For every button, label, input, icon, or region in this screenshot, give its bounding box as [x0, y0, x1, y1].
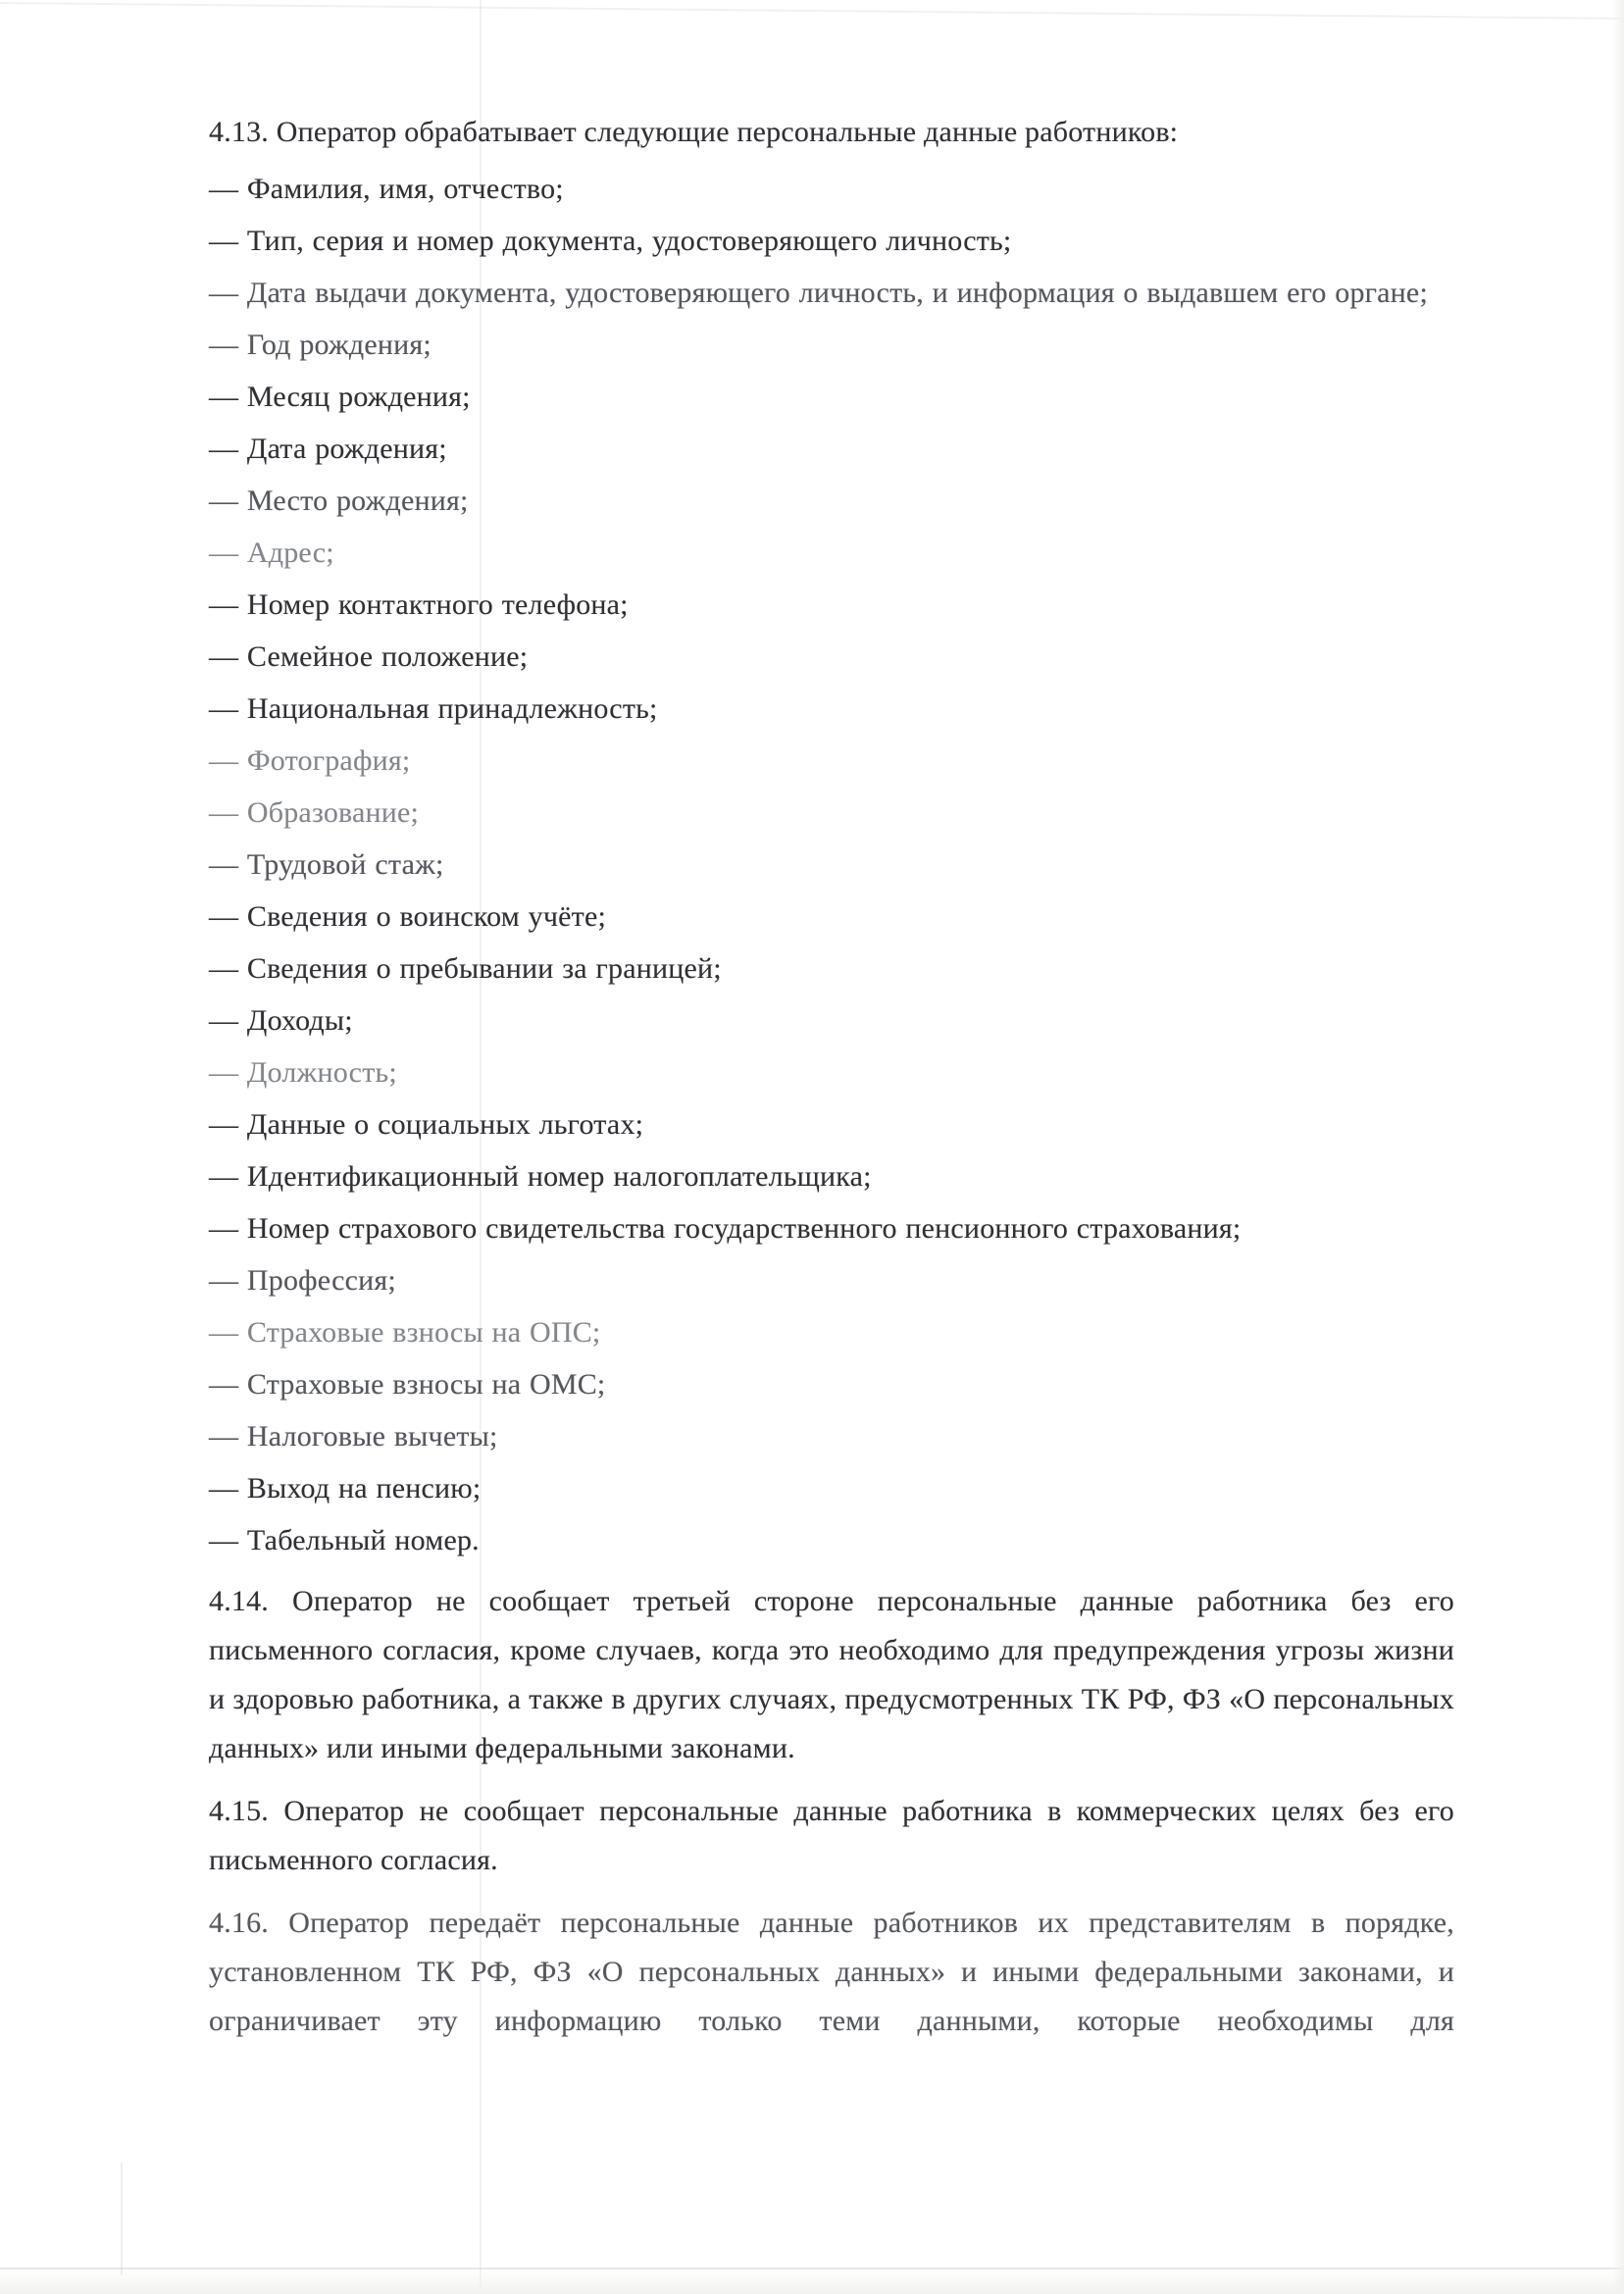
list-item-text: Фотография; — [246, 744, 411, 777]
paragraph-text: Оператор передаёт персональные данные работников их представителям в порядке, установленном ТК РФ, ФЗ «О персональных данных» и иными федеральными законами, и ограничивает эту информацию только теми данными, которые необходимы для — [209, 1907, 1454, 2037]
list-item-text: Дата выдачи документа, удостоверяющего личность, и информация о выдавшем его органе; — [246, 277, 1428, 309]
list-dash: — — [209, 1420, 247, 1453]
list-dash: — — [209, 744, 247, 777]
list-dash: — — [209, 329, 247, 361]
list-dash: — — [209, 381, 247, 413]
list-item — [209, 1102, 1454, 1147]
list-item — [209, 1466, 1454, 1511]
section-number: 4.16. — [209, 1907, 269, 1939]
list-item — [209, 167, 1454, 212]
scan-top-edge-artifact — [0, 2, 1624, 20]
list-item-text: Идентификационный номер налогоплательщика; — [246, 1160, 872, 1193]
list-dash: — — [209, 1524, 247, 1556]
list-dash: — — [209, 640, 247, 673]
section-number: 4.14. — [209, 1585, 269, 1617]
list-item-text: Месяц рождения; — [246, 381, 471, 413]
list-item-text: Должность; — [246, 1056, 397, 1089]
list-item-text: Выход на пенсию; — [246, 1472, 482, 1504]
personal-data-list — [209, 167, 1454, 1563]
list-dash: — — [209, 173, 247, 205]
list-item-text: Год рождения; — [246, 329, 431, 361]
list-item-text: Доходы; — [246, 1004, 353, 1037]
list-item — [209, 894, 1454, 940]
list-dash: — — [209, 277, 247, 309]
list-item-text: Национальная принадлежность; — [246, 692, 658, 725]
list-item-text: Табельный номер. — [246, 1524, 480, 1556]
list-item — [209, 271, 1454, 316]
list-dash: — — [209, 692, 247, 725]
list-dash: — — [209, 1004, 247, 1037]
list-dash: — — [209, 900, 247, 933]
list-item — [209, 1258, 1454, 1303]
list-dash: — — [209, 225, 247, 257]
list-dash: — — [209, 1264, 247, 1297]
paragraph-4-16 — [209, 1899, 1454, 2046]
list-item-text: Профессия; — [246, 1264, 396, 1297]
list-item — [209, 1310, 1454, 1355]
section-number: 4.13. — [209, 116, 269, 148]
list-item-text: Адрес; — [246, 536, 334, 569]
section-heading-text: Оператор обрабатывает следующие персональные данные работников: — [276, 116, 1179, 148]
list-dash: — — [209, 1472, 247, 1504]
list-item — [209, 375, 1454, 420]
list-item-text: Номер страхового свидетельства государственного пенсионного страхования; — [246, 1212, 1242, 1245]
list-item — [209, 323, 1454, 368]
list-item — [209, 790, 1454, 836]
section-number: 4.15. — [209, 1795, 269, 1827]
list-dash: — — [209, 848, 247, 881]
section-4-13-heading — [209, 110, 1454, 155]
list-item — [209, 946, 1454, 992]
paragraph-4-15 — [209, 1787, 1454, 1885]
paragraph-4-14 — [209, 1577, 1454, 1773]
list-dash: — — [209, 536, 247, 569]
list-item — [209, 531, 1454, 576]
list-item — [209, 1206, 1454, 1251]
list-dash: — — [209, 796, 247, 829]
list-dash: — — [209, 1212, 247, 1245]
list-item-text: Тип, серия и номер документа, удостоверяющего личность; — [246, 225, 1012, 257]
list-dash: — — [209, 1368, 247, 1401]
list-dash: — — [209, 588, 247, 621]
paragraph-text: Оператор не сообщает третьей стороне персональные данные работника без его письменного согласия, кроме случаев, когда это необходимо для предупреждения угрозы жизни и здоровью работника, а также в других случаях, предусмотренных ТК РФ, ФЗ «О персональных данных» или иными федеральными законами. — [209, 1585, 1454, 1764]
list-item — [209, 1154, 1454, 1199]
list-item — [209, 635, 1454, 680]
list-item — [209, 1050, 1454, 1096]
list-item-text: Страховые взносы на ОПС; — [246, 1316, 601, 1349]
list-dash: — — [209, 952, 247, 985]
list-item — [209, 427, 1454, 472]
list-item-text: Дата рождения; — [246, 433, 447, 465]
list-dash: — — [209, 1160, 247, 1193]
list-dash: — — [209, 1108, 247, 1141]
list-item — [209, 687, 1454, 732]
list-item-text: Образование; — [246, 796, 420, 829]
list-item — [209, 219, 1454, 264]
list-item-text: Место рождения; — [246, 484, 469, 517]
list-item-text: Семейное положение; — [246, 640, 529, 673]
list-item — [209, 842, 1454, 888]
list-item — [209, 1518, 1454, 1563]
list-item-text: Страховые взносы на ОМС; — [246, 1368, 606, 1401]
list-dash: — — [209, 433, 247, 465]
list-item — [209, 739, 1454, 784]
list-item-text: Фамилия, имя, отчество; — [246, 173, 564, 205]
scan-bottom-edge-shading — [0, 2270, 1624, 2294]
list-item — [209, 998, 1454, 1044]
list-item-text: Сведения о воинском учёте; — [246, 900, 607, 933]
scan-vertical-line-artifact — [121, 2163, 123, 2275]
list-item-text: Налоговые вычеты; — [246, 1420, 498, 1453]
list-item-text: Данные о социальных льготах; — [246, 1108, 644, 1141]
scan-right-edge-shading — [1612, 0, 1624, 2294]
list-dash: — — [209, 484, 247, 517]
list-dash: — — [209, 1316, 247, 1349]
list-item-text: Сведения о пребывании за границей; — [246, 952, 722, 985]
list-item — [209, 1414, 1454, 1459]
list-item-text: Трудовой стаж; — [246, 848, 444, 881]
list-item-text: Номер контактного телефона; — [246, 588, 629, 621]
document-content — [209, 110, 1454, 2046]
scan-bottom-line-artifact — [0, 2268, 1624, 2269]
list-item — [209, 583, 1454, 628]
list-item — [209, 479, 1454, 524]
list-item — [209, 1362, 1454, 1407]
paragraph-text: Оператор не сообщает персональные данные работника в коммерческих целях без его письменного согласия. — [209, 1795, 1454, 1876]
list-dash: — — [209, 1056, 247, 1089]
